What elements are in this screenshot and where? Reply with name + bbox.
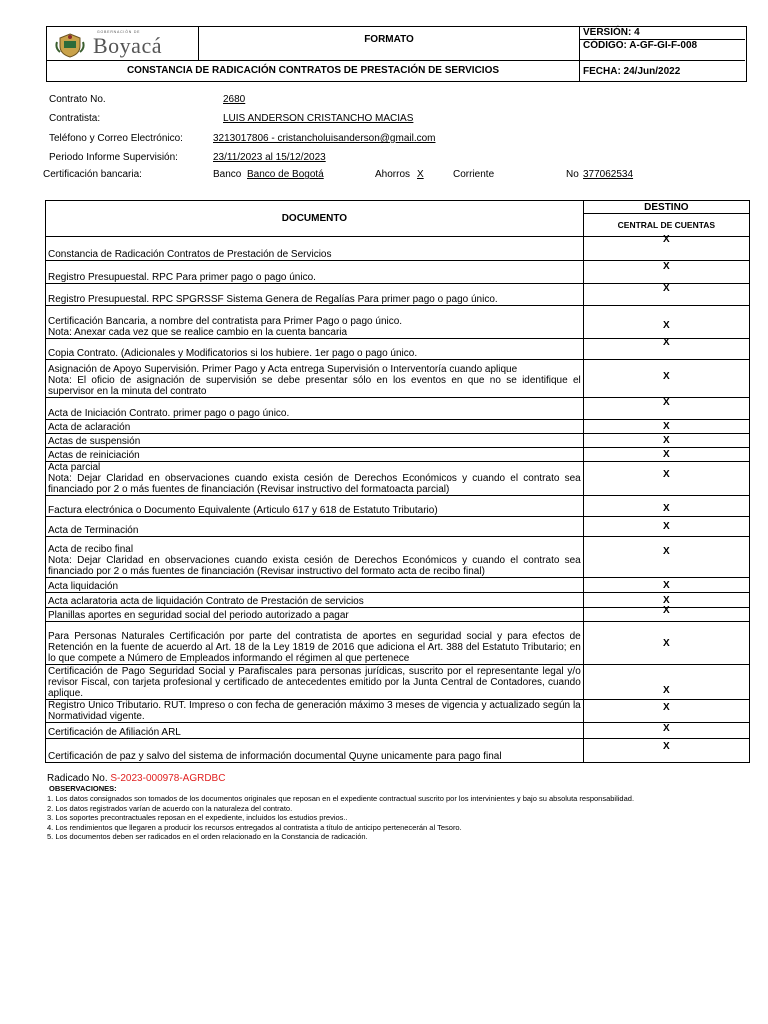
check-mark: X [663,723,670,734]
observacion-item: 1. Los datos consignados son tomados de los documentos originales que reposan en el expediente contractual suscrito por los intervinientes y bajo su absoluta responsabilidad. [47,794,635,803]
table-row [46,306,750,339]
table-row [46,593,750,608]
table-row [46,261,750,284]
corriente-label: Corriente [453,169,495,180]
destino-mark-cell [583,434,749,448]
table-row [46,496,750,517]
destino-mark-cell [583,306,749,339]
table-row [46,360,750,398]
check-mark: X [663,234,670,245]
observaciones-list [47,794,634,842]
table-row [46,462,750,496]
no-value: 377062534 [583,169,634,180]
document-cell: Actas de suspensión [46,434,584,448]
banco-label: Banco [213,169,242,180]
version-label: VERSIÓN: 4 [580,27,745,40]
radicado-value: S-2023-000978-AGRDBC [110,773,226,784]
no-label: No [566,169,579,180]
document-cell: Registro Presupuestal. RPC Para primer pago o pago único. [46,261,584,284]
table-row [46,284,750,306]
destino-mark-cell [583,336,749,360]
table-row [46,578,750,593]
logo-cell [47,27,199,61]
table-row [46,420,750,434]
document-title: CONSTANCIA DE RADICACIÓN CONTRATOS DE PRESTACIÓN DE SERVICIOS [47,61,580,81]
destino-mark-cell [583,234,749,261]
radicado-label: Radicado No. [47,773,108,784]
document-cell: Copia Contrato. (Adicionales y Modificatorios si los hubiere. 1er pago o pago único. [46,339,584,360]
check-mark: X [663,701,670,713]
contrato-label: Contrato No. [49,94,106,105]
observacion-item: 4. Los rendimientos que llegaren a producir los recursos entregados al contratista a título de anticipo pertenecerán al Tesoro. [47,822,462,832]
check-mark: X [663,283,670,294]
telefono-value: 3213017806 - cristancholuisanderson@gmail.com [213,133,436,144]
document-cell: Registro Presupuestal. RPC SPGRSSF Sistema Genera de Regalías Para primer pago o pago único. [46,284,584,306]
destino-mark-cell [583,723,749,739]
check-mark: X [663,521,670,532]
contratista-value: LUIS ANDERSON CRISTANCHO MACIAS [223,113,414,124]
table-row [46,448,750,462]
table-row [46,517,750,537]
document-cell: Certificación de paz y salvo del sistema de información documental Quyne unicamente para pago final [46,739,584,763]
document-cell: Acta liquidación [46,578,584,593]
document-cell: Certificación de Pago Seguridad Social y Parafiscales para personas jurídicas, suscrito por el representante legal y/o revisor Fiscal, con tarjeta profesional y certificado de antecedentes emitido por la Junta Central de Contadores, cuando aplique. [46,665,584,700]
document-cell: Actas de reiniciación [46,448,584,462]
check-mark: X [663,545,670,557]
telefono-label: Teléfono y Correo Electrónico: [49,133,183,144]
destino-mark-cell [583,360,749,398]
fecha-label: FECHA: 24/Jun/2022 [583,66,681,77]
check-mark: X [663,594,670,606]
radicado-line [47,773,225,784]
destino-mark-cell [583,496,749,517]
destino-mark-cell [583,448,749,462]
check-mark: X [663,435,670,446]
check-mark: X [663,637,670,649]
document-cell: Acta parcial Nota: Dejar Claridad en observaciones cuando exista cesión de Derechos Económicos y cuando el contrato sea financiado por 2 o más fuentes de financiación (Revisar instructivo del formatoacta parcial) [46,462,584,496]
check-mark: X [663,741,670,752]
destino-mark-cell [583,739,749,763]
destino-mark-cell [583,622,749,665]
destino-mark-cell [583,420,749,434]
observacion-item: 2. Los datos registrados varían de acuerdo con la naturaleza del contrato. [47,803,293,813]
ahorros-label: Ahorros [375,169,411,180]
destino-mark-cell [583,700,749,723]
coat-of-arms-icon [55,32,85,58]
document-cell: Para Personas Naturales Certificación por parte del contratista de aportes en seguridad social y para efectos de Retención en la fuente de acuerdo al Art. 18 de la Ley 1819 de 2016 que adiciona el Art. 388 del Estatuto Tributario; en lo que compete a Número de Empleados informando el régimen al que pertenece [46,622,584,665]
table-row [46,537,750,578]
periodo-value: 23/11/2023 al 15/12/2023 [213,152,326,163]
check-mark: X [663,260,670,272]
table-row [46,237,750,261]
document-cell: Registro Único Tributario. RUT. Impreso o con fecha de generación máximo 3 meses de vigencia y actualizado según la Normatividad vigente. [46,700,584,723]
table-row [46,398,750,420]
table-row [46,700,750,723]
observacion-item: 3. Los soportes precontractuales reposan en el expediente, incluidos los estudios previos.. [47,813,348,823]
periodo-label: Periodo Informe Supervisión: [49,152,178,163]
column-header-destino: DESTINO [583,201,749,214]
column-header-central: CENTRAL DE CUENTAS [583,214,749,237]
table-row [46,339,750,360]
document-header [46,26,747,82]
column-header-documento: DOCUMENTO [46,201,584,237]
observaciones-title: OBSERVACIONES: [49,784,117,793]
check-mark: X [663,397,670,408]
logo-wordmark: Boyacá [93,33,162,58]
table-row [46,608,750,622]
destino-mark-cell [583,665,749,700]
destino-mark-cell [583,605,749,622]
logo-subtitle: GOBERNACIÓN DE [97,30,141,34]
destino-mark-cell [583,398,749,420]
check-mark: X [663,319,670,331]
check-mark: X [663,469,670,480]
destino-mark-cell [583,517,749,537]
destino-mark-cell [583,578,749,593]
table-row [46,739,750,763]
table-row [46,434,750,448]
contrato-value: 2680 [223,94,246,105]
formato-label: FORMATO [199,27,580,61]
document-cell: Acta de recibo final Nota: Dejar Claridad en observaciones cuando exista cesión de Derechos Económicos y cuando el contrato sea financiado por 2 o más fuentes de financiación (Revisar instructivo del formato acta de recibo final) [46,537,584,578]
destino-mark-cell [583,537,749,578]
check-mark: X [663,579,670,591]
document-cell: Acta de aclaración [46,420,584,434]
destino-mark-cell [583,462,749,496]
check-mark: X [663,605,670,616]
table-row [46,622,750,665]
document-cell: Certificación de Afiliación ARL [46,723,584,739]
table-row [46,665,750,700]
check-mark: X [663,421,670,432]
document-cell: Constancia de Radicación Contratos de Prestación de Servicios [46,237,584,261]
document-cell: Factura electrónica o Documento Equivalente (Articulo 617 y 618 de Estatuto Tributario) [46,496,584,517]
check-mark: X [663,336,670,348]
document-cell: Certificación Bancaria, a nombre del contratista para Primer Pago o pago único. Nota: Anexar cada vez que se realice cambio en la cuenta bancaria [46,306,584,339]
check-mark: X [663,502,670,514]
document-cell: Asignación de Apoyo Supervisión. Primer Pago y Acta entrega Supervisión o Interventoría cuando aplique Nota: El oficio de asignación de supervisión se debe presentar sólo en los eventos en que no se identifique el supervisor en la minuta del contrato [46,360,584,398]
certificacion-label: Certificación bancaria: [43,169,142,180]
destino-mark-cell [583,261,749,284]
document-cell: Planillas aportes en seguridad social del periodo autorizado a pagar [46,608,584,622]
document-cell: Acta aclaratoria acta de liquidación Contrato de Prestación de servicios [46,593,584,608]
document-cell: Acta de Terminación [46,517,584,537]
observacion-item: 5. Los documentos deben ser radicados en el orden relacionado en la Constancia de radicación. [47,832,368,842]
check-mark: X [663,449,670,460]
check-mark: X [663,371,670,382]
document-cell: Acta de Iniciación Contrato. primer pago o pago único. [46,398,584,420]
ahorros-value: X [417,169,424,180]
contratista-label: Contratista: [49,113,101,124]
check-mark: X [663,684,670,696]
codigo-label: CÓDIGO: A-GF-GI-F-008 [580,40,745,61]
destino-mark-cell [583,284,749,306]
documents-table [45,200,750,763]
banco-value: Banco de Bogotá [247,169,324,180]
table-row [46,723,750,739]
